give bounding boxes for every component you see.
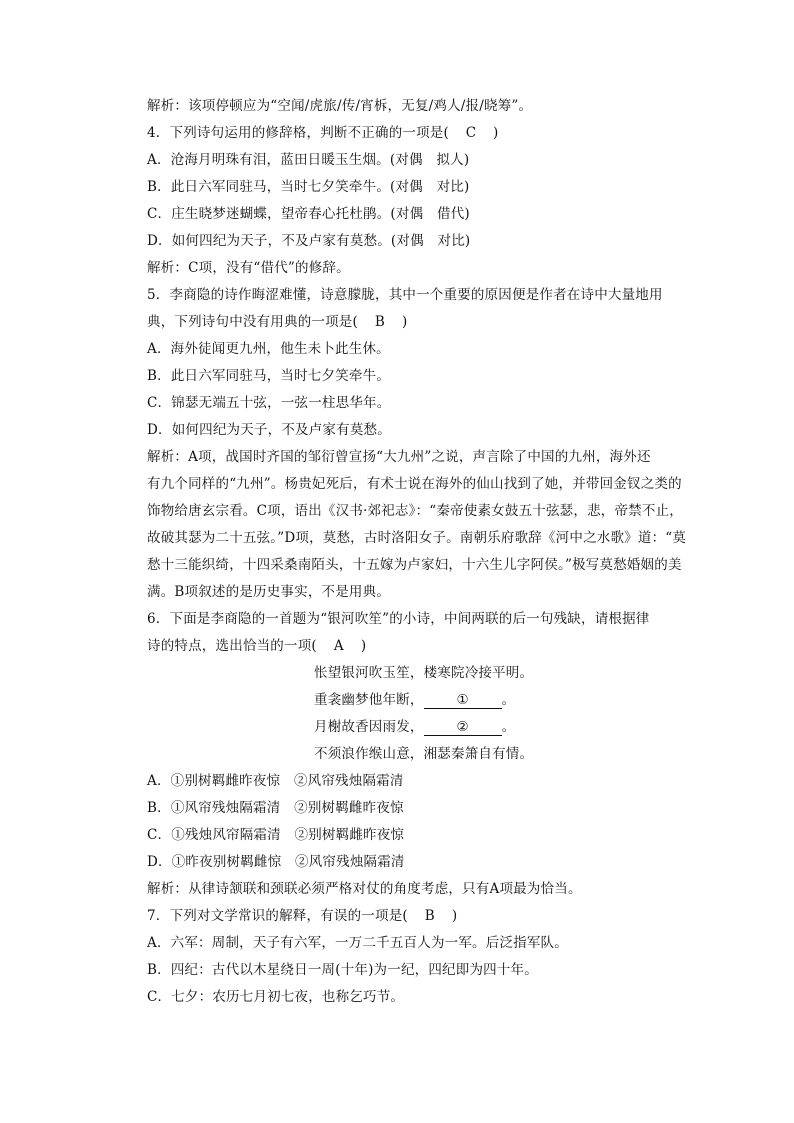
question-4-option-a: A．沧海月明珠有泪，蓝田日暖玉生烟。(对偶 拟人) [147, 152, 470, 168]
analysis-q3: 解析：该项停顿应为“空闻/虎旅/传/宵柝，无复/鸡人/报/晓筹”。 [147, 98, 533, 114]
question-6-stem-line1: 6．下面是李商隐的一首题为“银河吹笙”的小诗，中间两联的后一句残缺，请根据律 [147, 611, 650, 627]
analysis-q4: 解析：C项，没有“借代”的修辞。 [147, 260, 350, 276]
question-4-answer: C [465, 125, 477, 141]
question-5-text: 典，下列诗句中没有用典的一项是( [147, 314, 358, 330]
question-5-option-b: B．此日六军同驻马，当时七夕笑牵牛。 [147, 368, 391, 384]
question-6-text: 诗的特点，选出恰当的一项( [147, 638, 317, 654]
poem-line-2 [314, 691, 794, 709]
analysis-q5-line6: 满。B项叙述的是历史事实，不是用典。 [147, 584, 391, 600]
question-5-answer: B [374, 314, 386, 330]
question-4-paren: ) [492, 125, 499, 141]
analysis-q5-line5: 愁十三能织绮，十四采桑南陌头，十五嫁为卢家妇，十六生儿字阿侯。”极写莫愁婚姻的美 [147, 557, 682, 573]
question-5-option-a: A．海外徒闻更九州，他生未卜此生休。 [147, 341, 390, 357]
analysis-q6: 解析：从律诗颔联和颈联必须严格对仗的角度考虑，只有A项最为恰当。 [147, 881, 582, 897]
question-6-answer: A [333, 638, 344, 654]
question-7-text: 7．下列对文学常识的解释，有误的一项是( [147, 908, 408, 924]
analysis-q5-line4: 故破其瑟为二十五弦。”D项，莫愁，古时洛阳女子。南朝乐府歌辞《河中之水歌》道：“莫 [147, 530, 687, 546]
poem-line-1: 怅望银河吹玉笙，楼寒院冷接平明。 [314, 665, 534, 681]
question-6-paren: ) [360, 638, 367, 654]
analysis-q5-line1: 解析：A项，战国时齐国的邹衍曾宣扬“大九州”之说，声言除了中国的九州，海外还 [147, 449, 651, 465]
question-7-stem [147, 907, 687, 925]
question-6-stem-line2 [147, 637, 687, 655]
poem-line-3-end: 。 [501, 719, 516, 735]
analysis-q5-line2: 有九个同样的“九州”。杨贵妃死后，有术士说在海外的仙山找到了她，并带回金钗之类的 [147, 476, 682, 492]
question-7-paren: ) [451, 908, 458, 924]
question-5-paren: ) [401, 314, 408, 330]
poem-line-4: 不须浪作缑山意，湘瑟秦箫自有情。 [314, 746, 534, 762]
poem-line-3 [314, 718, 794, 736]
question-4-option-b: B．此日六军同驻马，当时七夕笑牵牛。(对偶 对比) [147, 179, 470, 195]
question-4-option-c: C．庄生晓梦迷蝴蝶，望帝春心托杜鹃。(对偶 借代) [147, 206, 470, 222]
poem-blank-2: ② [424, 720, 502, 736]
question-4-option-d: D．如何四纪为天子，不及卢家有莫愁。(对偶 对比) [147, 233, 471, 249]
question-7-answer: B [424, 908, 435, 924]
question-5-option-d: D．如何四纪为天子，不及卢家有莫愁。 [147, 422, 391, 438]
poem-line-2-text: 重衾幽梦他年断， [314, 692, 424, 708]
question-6-option-b: B．①风帘残烛隔霜清 ②别树羁雌昨夜惊 [147, 800, 404, 816]
question-4-text: 4．下列诗句运用的修辞格，判断不正确的一项是( [147, 125, 449, 141]
question-6-option-d: D．①昨夜别树羁雌惊 ②风帘残烛隔霜清 [147, 854, 405, 870]
question-7-option-a: A．六军：周制，天子有六军，一万二千五百人为一军。后泛指军队。 [147, 935, 568, 951]
question-5-stem-line2 [147, 313, 687, 331]
poem-blank-1: ① [424, 693, 502, 709]
question-7-option-c: C．七夕：农历七月初七夜，也称乞巧节。 [147, 989, 405, 1005]
question-6-option-c: C．①残烛风帘隔霜清 ②别树羁雌昨夜惊 [147, 827, 405, 843]
question-7-option-b: B．四纪：古代以木星绕日一周(十年)为一纪，四纪即为四十年。 [147, 962, 538, 978]
question-6-option-a: A．①别树羁雌昨夜惊 ②风帘残烛隔霜清 [147, 773, 404, 789]
question-4-stem [147, 124, 687, 142]
question-5-stem-line1: 5．李商隐的诗作晦涩难懂，诗意朦胧，其中一个重要的原因便是作者在诗中大量地用 [147, 287, 663, 303]
question-5-option-c: C．锦瑟无端五十弦，一弦一柱思华年。 [147, 395, 391, 411]
analysis-q5-line3: 饰物给唐玄宗看。C项，语出《汉书·郊祀志》：“秦帝使素女鼓五十弦瑟，悲，帝禁不止， [147, 503, 683, 519]
poem-line-2-end: 。 [501, 692, 516, 708]
poem-line-3-text: 月榭故香因雨发， [314, 719, 424, 735]
